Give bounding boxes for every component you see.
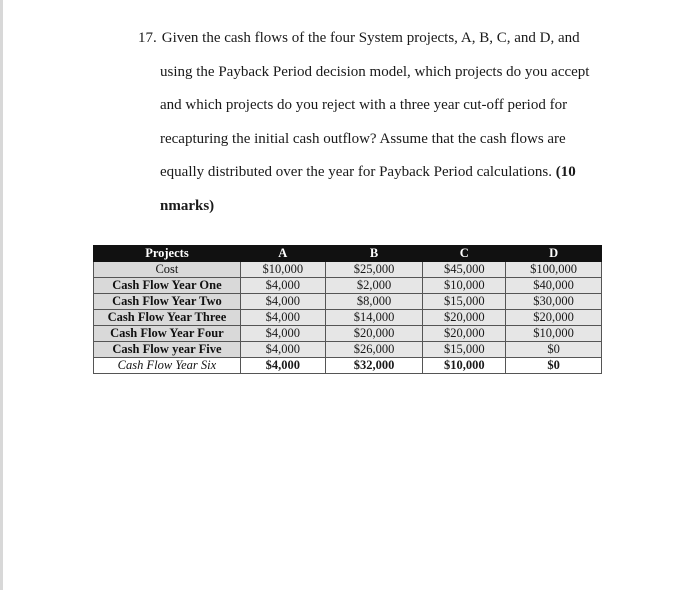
header-project-b: B [325,246,423,262]
cell-c: $15,000 [423,342,506,358]
cell-c: $10,000 [423,278,506,294]
table-row-year-three [94,310,602,326]
question-line-3: and which projects do you reject with a three year cut-off period for [160,97,568,113]
question-text [138,22,618,223]
header-project-c: C [423,246,506,262]
cell-b: $2,000 [325,278,423,294]
table-row-year-five [94,342,602,358]
cell-c: $20,000 [423,310,506,326]
table-row-year-six [94,358,602,374]
cell-d: $20,000 [506,310,602,326]
question-line-4: recapturing the initial cash outflow? Assume that the cash flows are [160,130,566,147]
cell-b: $8,000 [325,294,423,310]
cell-d: $100,000 [506,262,602,278]
cell-c: $10,000 [423,358,506,374]
question-line-1: 17. Given the cash flows of the four System projects, A, B, C, and D, and [138,30,580,46]
header-project-a: A [240,246,325,262]
table-row-cost [94,262,602,278]
row-label: Cost [94,262,241,278]
cell-d: $40,000 [506,278,602,294]
question-line-5: equally distributed over the year for Payback Period calculations. (10 [160,164,576,180]
cell-d: $30,000 [506,294,602,310]
cell-d: $10,000 [506,326,602,342]
cell-a: $4,000 [240,342,325,358]
table-row-year-two [94,294,602,310]
cell-b: $26,000 [325,342,423,358]
cell-c: $15,000 [423,294,506,310]
marks-label: (10 [555,164,576,180]
cell-b: $32,000 [325,358,423,374]
header-project-d: D [506,246,602,262]
cell-b: $25,000 [325,262,423,278]
question-number: 17. [138,30,157,46]
row-label: Cash Flow Year Two [94,294,241,310]
question-line-2: using the Payback Period decision model, which projects do you accept [160,63,590,80]
table-header-row [94,246,602,262]
cell-a: $10,000 [240,262,325,278]
cell-c: $45,000 [423,262,506,278]
header-projects: Projects [94,246,241,262]
cell-b: $20,000 [325,326,423,342]
cell-a: $4,000 [240,310,325,326]
table-row-year-one [94,278,602,294]
cell-c: $20,000 [423,326,506,342]
page-edge [0,0,3,590]
cell-a: $4,000 [240,294,325,310]
row-label: Cash Flow year Five [94,342,241,358]
cell-a: $4,000 [240,278,325,294]
cash-flow-table [93,245,602,374]
row-label: Cash Flow Year Six [94,358,241,374]
cell-d: $0 [506,342,602,358]
row-label: Cash Flow Year One [94,278,241,294]
row-label: Cash Flow Year Four [94,326,241,342]
cell-b: $14,000 [325,310,423,326]
table-row-year-four [94,326,602,342]
cell-d: $0 [506,358,602,374]
marks-label-cont: nmarks) [160,197,215,214]
row-label: Cash Flow Year Three [94,310,241,326]
cell-a: $4,000 [240,326,325,342]
cell-a: $4,000 [240,358,325,374]
